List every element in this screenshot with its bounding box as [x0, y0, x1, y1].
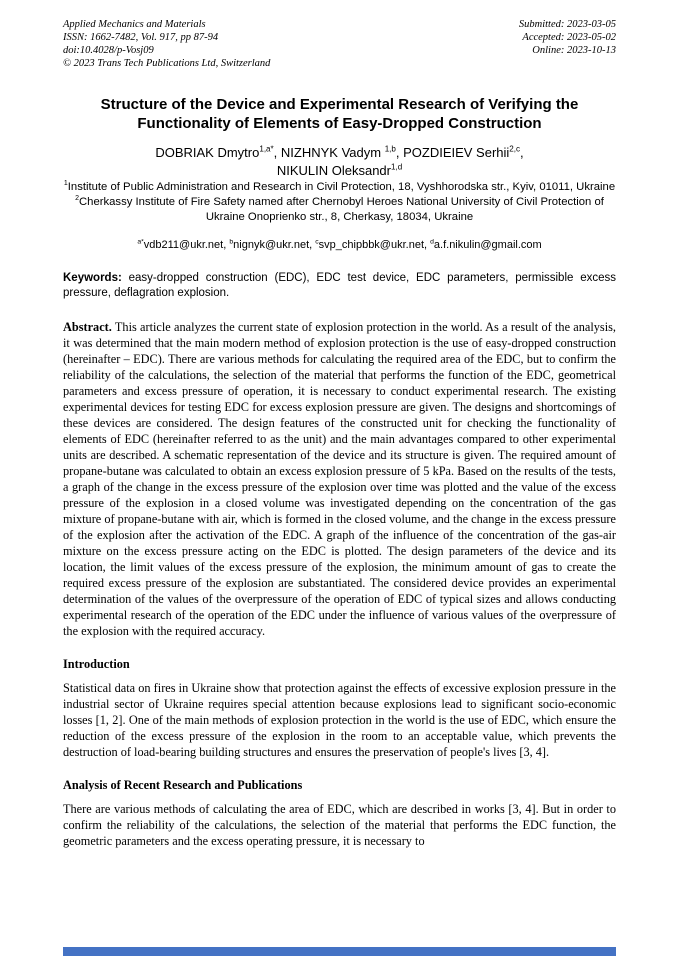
affiliation-text: Institute of Public Administration and Research in Civil Protection, 18, Vyshhorodska str., Kyiv, 01011, Ukraine	[67, 181, 616, 194]
analysis-paragraph: There are various methods of calculating the area of EDC, which are described in works [3, 4]. But in order to confirm the reliability of the calculations, the selection of the material that performs the EDC function, the geometric parameters and the excess operating pressure, it is necessary to	[63, 801, 616, 848]
emails-line	[63, 239, 616, 251]
abstract-label: Abstract.	[63, 320, 112, 335]
keywords-paragraph	[63, 271, 616, 301]
accepted-date: Accepted: 2023-05-02	[522, 32, 616, 44]
email-sup: a*	[137, 238, 144, 246]
email-address: a.f.nikulin@gmail.com	[433, 239, 542, 252]
author-affil-sup: 1,a*	[259, 144, 274, 154]
email-sup: c	[315, 238, 319, 246]
author-name: DOBRIAK Dmytro	[155, 145, 260, 161]
author-affil-sup: 2,c	[509, 144, 521, 154]
email-address: vdb211@ukr.net,	[143, 239, 230, 252]
copyright-line: © 2023 Trans Tech Publications Ltd, Switzerland	[63, 58, 271, 70]
submitted-date: Submitted: 2023-03-05	[518, 19, 616, 30]
affiliation-number: 1	[63, 180, 68, 188]
affiliation-text: Cherkassy Institute of Fire Safety named after Chernobyl Heroes National University of Civil Protection of Ukraine Onoprienko str., 8, Cherkasy, 18034, Ukraine	[79, 196, 604, 223]
abstract-paragraph	[63, 320, 616, 640]
paper-title: Structure of the Device and Experimental Research of Verifying the Functionality of Elements of Easy-Dropped Construction	[100, 95, 579, 133]
author-affil-sup: 1,d	[390, 162, 403, 172]
author-name: NIKULIN Oleksandr	[276, 163, 391, 179]
author-affil-sup: 1,b	[384, 144, 396, 154]
keywords-text: easy-dropped construction (EDC), EDC test device, EDC parameters, permissible excess pressure, deflagration explosion.	[63, 272, 616, 300]
header-meta	[63, 18, 616, 71]
email-address: svp_chipbbk@ukr.net,	[318, 239, 431, 252]
issn-volume-pages: ISSN: 1662-7482, Vol. 917, pp 87-94	[63, 32, 219, 44]
journal-info	[63, 18, 270, 71]
email-address: nignyk@ukr.net,	[233, 239, 316, 252]
abstract-text: This article analyzes the current state of explosion protection in the world. As a result of the analysis, it was determined that the main modern method of explosion protection is the use of easy-dropped construction (hereinafter – EDC). There are various methods for calculating the required area of the EDC, but to confirm the reliability of the calculations, the selection of the material that performs the function of the EDC, geometrical parameters and excess pressure of operation, it is necessary to conduct experimental research. The existing experimental devices for testing EDC for excess explosion pressure are given. The designs and shortcomings of these devices are considered. The design features of the constructed unit for checking the functionality of elements of EDC (hereinafter referred to as the unit) and the main advantages compared to other experimental units are described. A schematic representation of the device and its structure is given. The required amount of propane-butane was calculated to obtain an excess explosion pressure of 5 kPa. Based on the results of the tests, a graph of the change in the excess pressure of the explosion over time was plotted and the value of the excess pressure of the explosion in a closed volume was investigated depending on the concentration of the gas mixture of propane-butane with air, which is formed in the closed volume, and the change in the excess pressure of the explosion after the activation of the EDC. A graph of the influence of the concentration of the gas-air mixture on the excess pressure acting on the EDC is plotted. The design parameters of the device and its location, the limit values of the excess pressure of the explosion, the minimum amount of gas to create the required excess pressure of the explosion are substantiated. The considered device provides an experimental determination of the values of the overpressure of the operation of EDC of typical sizes and allows conducting experimental research of the operation of the EDC under the influence of various values of the overpressure of the explosion with the required accuracy.	[63, 320, 616, 639]
affiliation-number: 2	[75, 195, 79, 203]
keywords-label: Keywords:	[63, 272, 122, 285]
submission-info	[519, 18, 616, 71]
author-name: , NIZHNYK Vadym	[273, 145, 385, 161]
author-name: , POZDIEIEV Serhii	[395, 145, 510, 161]
affiliation-2	[63, 195, 616, 224]
introduction-paragraph: Statistical data on fires in Ukraine show that protection against the effects of excessive explosion pressure in the industrial sector of Ukraine requires special attention because explosions lead to significant socio-economic losses [1, 2]. One of the main methods of explosion protection in the world is the use of EDC, which ensure the reduction of the excess pressure of the explosion in the room to an acceptable value, which prevents the destruction of load-bearing building structures and ensures the preservation of people's lives [3, 4].	[63, 681, 616, 759]
email-sup: b	[229, 238, 234, 246]
affiliation-1	[63, 180, 616, 195]
journal-title: Applied Mechanics and Materials	[63, 19, 206, 30]
footer-bar	[63, 947, 616, 956]
section-heading-introduction: Introduction	[63, 657, 130, 672]
section-heading-analysis: Analysis of Recent Research and Publications	[63, 777, 303, 792]
author-separator: ,	[520, 145, 524, 161]
doi: doi:10.4028/p-Vosj09	[63, 45, 154, 57]
email-sup: d	[430, 238, 434, 246]
online-date: Online: 2023-10-13	[532, 45, 616, 57]
authors-line	[63, 144, 616, 180]
